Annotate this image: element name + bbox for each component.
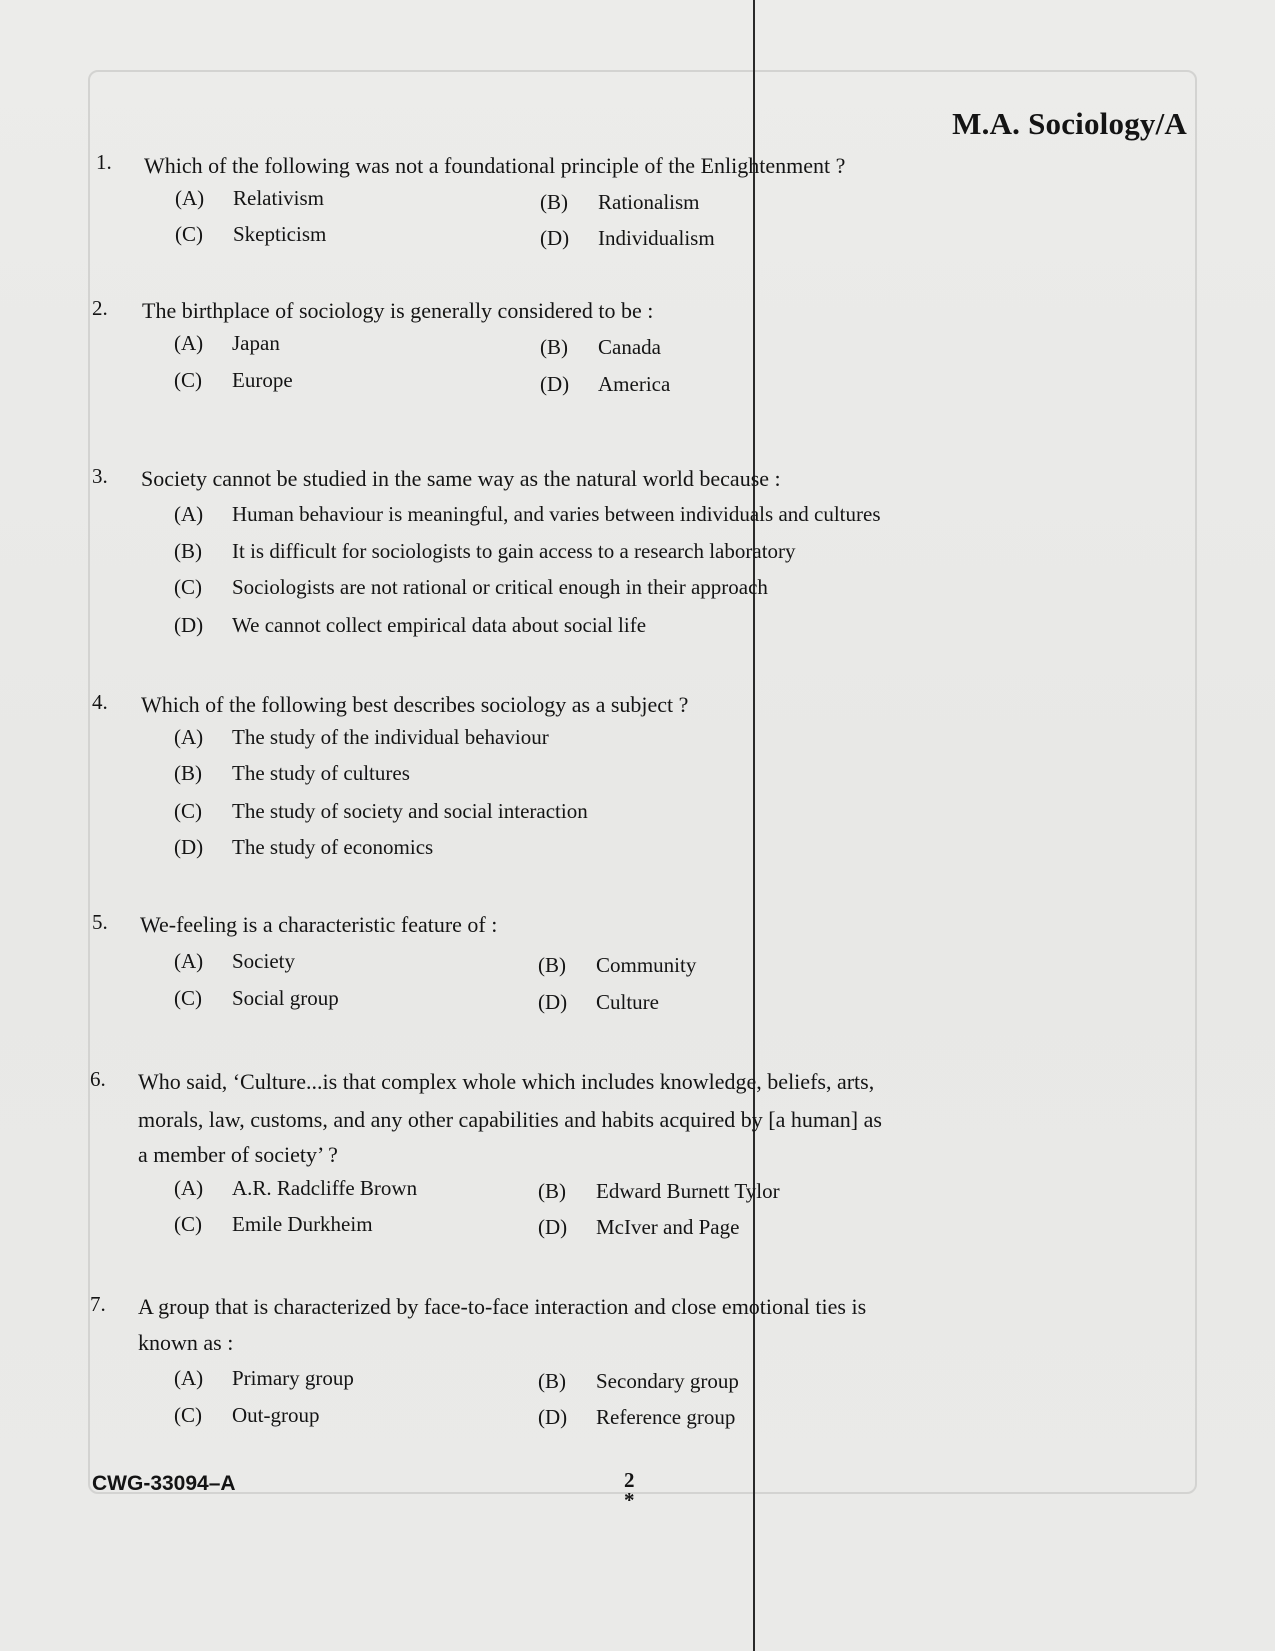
question-number: 5. — [92, 910, 108, 934]
question-number: 6. — [90, 1067, 106, 1091]
option-d[interactable]: (D) Reference group — [538, 1405, 736, 1429]
paper-title: M.A. Sociology/A — [952, 106, 1187, 141]
option-a[interactable]: (A) The study of the individual behaviour — [174, 725, 549, 749]
question-text: Which of the following best describes sociology as a subject ? — [141, 692, 689, 717]
option-c[interactable]: (C) Skepticism — [175, 222, 327, 246]
option-c[interactable]: (C) Europe — [174, 368, 293, 392]
question-text: The birthplace of sociology is generally considered to be : — [142, 298, 654, 323]
option-d[interactable]: (D) Individualism — [540, 226, 715, 250]
option-b[interactable]: (B) Rationalism — [540, 190, 700, 214]
option-b[interactable]: (B) Canada — [540, 335, 661, 359]
option-b[interactable]: (B) Community — [538, 953, 697, 977]
option-a[interactable]: (A) Human behaviour is meaningful, and varies between individuals and cultures — [174, 502, 881, 526]
option-a[interactable]: (A) Relativism — [175, 186, 324, 210]
option-d[interactable]: (D) The study of economics — [174, 835, 434, 859]
question-number: 4. — [92, 690, 108, 714]
option-b[interactable]: (B) It is difficult for sociologists to gain access to a research laboratory — [174, 539, 796, 563]
booklet-code: CWG-33094–A — [92, 1472, 236, 1495]
option-c[interactable]: (C) Emile Durkheim — [174, 1212, 373, 1236]
question-text-line-1: Who said, ‘Culture...is that complex whole which includes knowledge, beliefs, arts, — [138, 1069, 875, 1094]
question-text: Society cannot be studied in the same way as the natural world because : — [141, 466, 781, 491]
option-c[interactable]: (C) Social group — [174, 986, 339, 1010]
option-d[interactable]: (D) McIver and Page — [538, 1215, 740, 1239]
question-number: 2. — [92, 296, 108, 320]
question-text-line-1: A group that is characterized by face-to-face interaction and close emotional ties is — [138, 1294, 867, 1319]
option-d[interactable]: (D) Culture — [538, 990, 659, 1014]
option-b[interactable]: (B) Secondary group — [538, 1369, 739, 1393]
option-b[interactable]: (B) Edward Burnett Tylor — [538, 1179, 780, 1203]
option-c[interactable]: (C) Out-group — [174, 1403, 320, 1427]
question-text: Which of the following was not a foundational principle of the Enlightenment ? — [144, 153, 846, 178]
option-a[interactable]: (A) Society — [174, 949, 295, 973]
option-a[interactable]: (A) A.R. Radcliffe Brown — [174, 1176, 418, 1200]
option-a[interactable]: (A) Primary group — [174, 1366, 354, 1390]
question-number: 1. — [96, 150, 112, 174]
option-b[interactable]: (B) The study of cultures — [174, 761, 410, 785]
question-number: 3. — [92, 464, 108, 488]
option-a[interactable]: (A) Japan — [174, 331, 280, 355]
option-d[interactable]: (D) America — [540, 372, 671, 396]
option-c[interactable]: (C) The study of society and social interaction — [174, 799, 588, 823]
question-text-line-3: a member of society’ ? — [138, 1142, 338, 1167]
page-mark: * — [624, 1488, 635, 1512]
question-number: 7. — [90, 1292, 106, 1316]
question-text-line-2: known as : — [138, 1330, 234, 1355]
question-text-line-2: morals, law, customs, and any other capabilities and habits acquired by [a human] as — [138, 1107, 882, 1132]
scan-fold-line — [753, 0, 755, 1651]
page-number-value: 2 — [624, 1468, 635, 1492]
option-d[interactable]: (D) We cannot collect empirical data about social life — [174, 613, 647, 637]
option-c[interactable]: (C) Sociologists are not rational or critical enough in their approach — [174, 575, 768, 599]
question-text: We-feeling is a characteristic feature of : — [140, 912, 498, 937]
page-number — [624, 1470, 635, 1510]
